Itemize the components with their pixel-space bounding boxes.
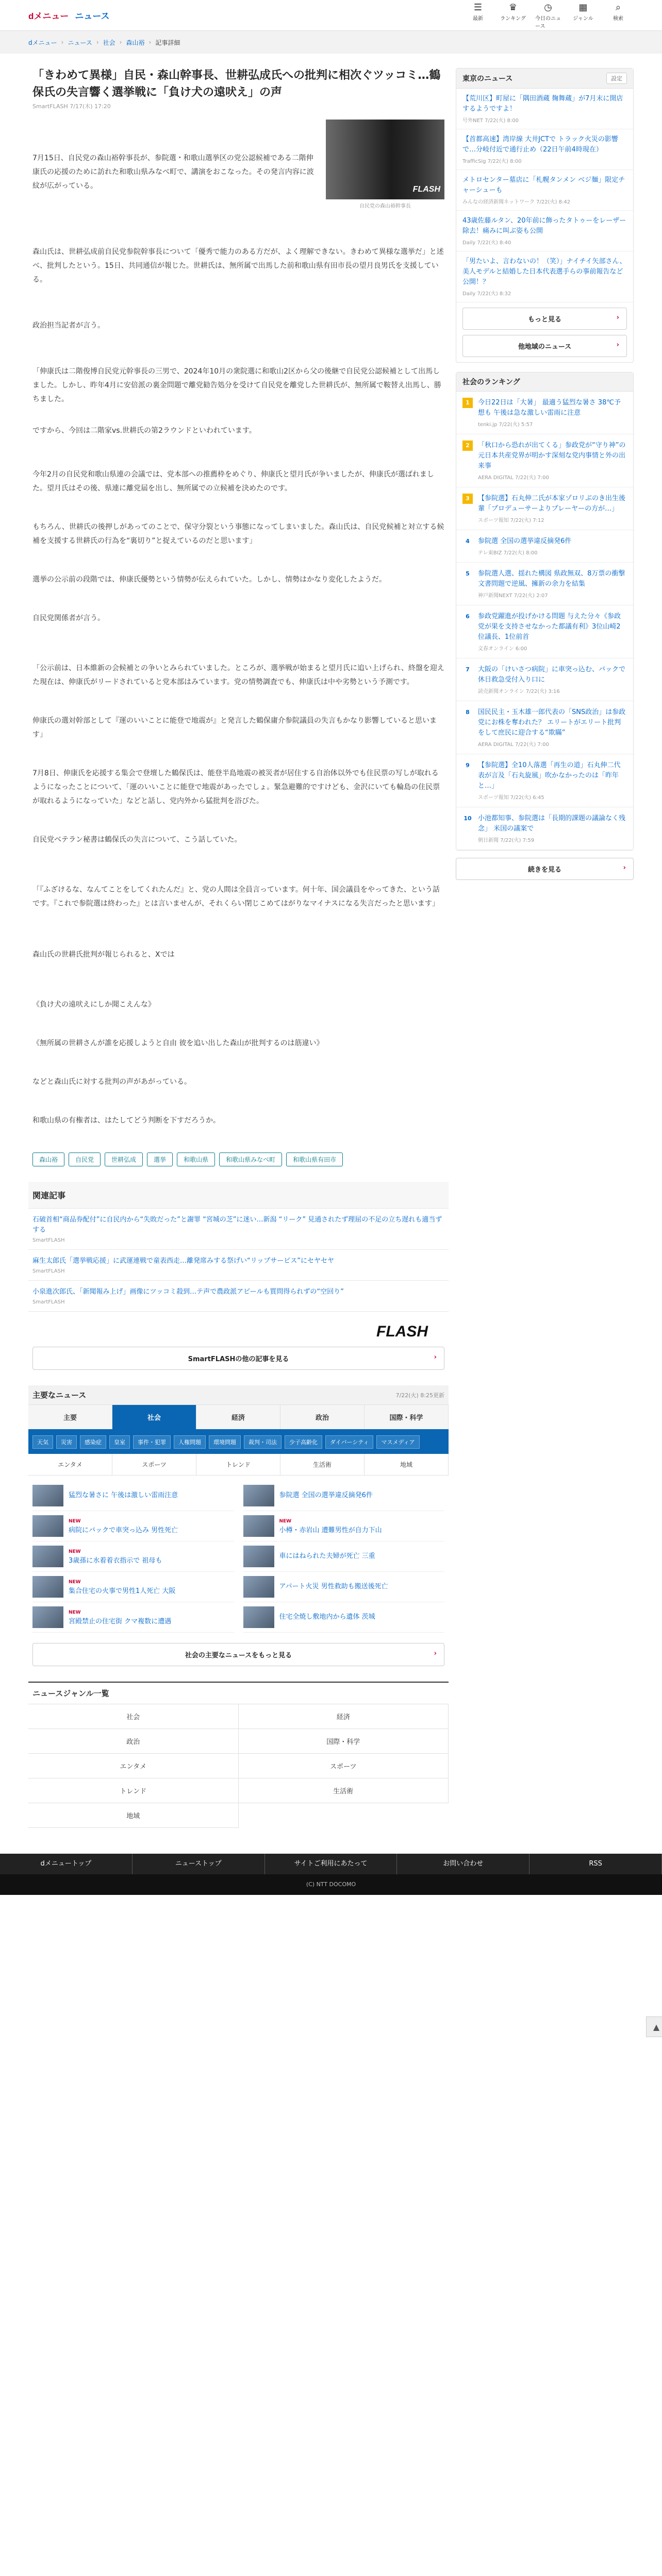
tokyo-news-item[interactable] xyxy=(456,170,633,211)
nav-genre[interactable] xyxy=(570,2,596,29)
related-heading: 関連記事 xyxy=(28,1182,449,1209)
flash-more-button[interactable] xyxy=(32,1347,444,1370)
tag-link[interactable]: 和歌山県 xyxy=(177,1153,215,1166)
photo-caption: 自民党の森山裕幹事長 xyxy=(359,204,411,209)
chevron-right-icon: › xyxy=(119,39,122,46)
tokyo-news-title[interactable]: 【荒川区】町屋に「隅田酒蔵 麹舞蔵」が7月末に開店するようですよ！ xyxy=(462,95,623,113)
main-news-tabs-secondary xyxy=(28,1454,449,1476)
main-news-tabs xyxy=(28,1405,449,1430)
copyright: (C) NTT DOCOMO xyxy=(0,1874,662,1895)
ranking-item[interactable] xyxy=(456,563,633,605)
paragraph: などと森山氏に対する批判の声があがっている。 xyxy=(32,1078,191,1086)
chevron-up-icon: ▲ xyxy=(653,2022,660,2032)
nav-ranking-label: ランキング xyxy=(500,15,526,22)
tab-trend[interactable]: トレンド xyxy=(196,1454,280,1475)
tokyo-news-item[interactable] xyxy=(456,251,633,302)
brand xyxy=(28,9,110,22)
paragraph: 「伸康氏は二階俊博自民党元幹事長の三男で、2024年10月の衆院選に和歌山2区から父の後継で自民党公認候補として出馬しました。しかし、昨年4月に安倍派の裏金問題で離党勧告処分を受けて自民党を離党した世耕氏が、無所属で鞍替え出馬し、勝ちました。 xyxy=(32,367,441,403)
society-more-button[interactable] xyxy=(32,1643,444,1666)
nav-latest-label: 最新 xyxy=(473,15,483,22)
subtag[interactable]: 少子高齢化 xyxy=(285,1435,322,1449)
related-title[interactable]: 麻生太郎氏「選挙戦応援」に武運連戦で童表西走…離発席みする祭げい“リップサービス”にセヤセヤ xyxy=(32,1257,334,1265)
footer-link[interactable]: RSS xyxy=(529,1854,662,1874)
news-thumbnail xyxy=(243,1546,274,1567)
ranking-title[interactable]: 「秋口から恐れが出てくる」参政党が“守り神”の元日本共産党界が明かす深刻な党内事情と外の出来事 xyxy=(478,442,626,470)
tokyo-news-title[interactable]: 43歳佐藤ルタン、20年前に飾ったタトゥーをレーザー除去！痛みに叫ぶ姿も公開 xyxy=(462,217,626,235)
tag-link[interactable]: 選挙 xyxy=(147,1153,173,1166)
ranking-title[interactable]: 大阪の「けいさつ病院」に車突っ込む、バックで休日救急受付入り口に xyxy=(478,666,626,684)
news-thumbnail xyxy=(32,1606,63,1628)
news-item[interactable] xyxy=(32,1572,234,1602)
chevron-right-icon: › xyxy=(434,1353,437,1361)
breadcrumb-person[interactable]: 森山裕 xyxy=(126,39,145,46)
article-photo[interactable] xyxy=(326,120,444,209)
society-subtags xyxy=(28,1430,449,1454)
subtag[interactable]: ダイバーシティ xyxy=(325,1435,373,1449)
ranking-source: AERA DIGITAL 7/22(火) 7:00 xyxy=(478,742,549,748)
nav-ranking[interactable] xyxy=(500,2,526,29)
paragraph: 今年2月の自民党和歌山県連の会議では、党本部への推薦枠をめぐり、伸康氏と望月氏が争いましたが、伸康氏が選ばれました。望月氏はその後、県連に離党届を出し、無所属での立候補を決めたのです。 xyxy=(32,470,434,493)
related-item[interactable] xyxy=(28,1250,449,1281)
tag-link[interactable]: 世耕弘成 xyxy=(105,1153,143,1166)
tokyo-news-heading: 東京のニュース xyxy=(462,75,513,83)
rank-number: 7 xyxy=(466,666,470,673)
ranking-title[interactable]: 【参院選】全10人落選「再生の道」石丸伸二代表が言及「石丸旋風」吹かなかったのは「昨年と…」 xyxy=(478,761,621,790)
news-title[interactable]: 病院にバックで車突っ込み 男性死亡 xyxy=(69,1527,178,1534)
related-source: SmartFLASH xyxy=(32,1238,65,1243)
chevron-right-icon: › xyxy=(148,39,152,46)
related-item[interactable] xyxy=(28,1281,449,1312)
other-region-button[interactable] xyxy=(462,335,627,357)
tokyo-more-label: もっと見る xyxy=(527,316,561,324)
other-region-label: 他地域のニュース xyxy=(518,343,572,351)
rank-badge: 1 xyxy=(462,398,473,408)
paragraph: 自民党ベテラン秘書は鶴保氏の失言について、こう話していた。 xyxy=(32,836,242,844)
subtag[interactable]: マスメディア xyxy=(376,1435,419,1449)
tokyo-news-source: Daily 7/22(火) 8:40 xyxy=(462,240,511,246)
news-title[interactable]: 住宅全焼し敷地内から遺体 茨城 xyxy=(279,1613,375,1621)
chevron-right-icon: › xyxy=(623,864,626,872)
tokyo-news-item[interactable] xyxy=(456,211,633,251)
genre-heading: ニュースジャンル一覧 xyxy=(28,1682,449,1704)
news-thumbnail xyxy=(243,1606,274,1628)
rank-number: 8 xyxy=(466,709,470,716)
tokyo-more-button[interactable] xyxy=(462,308,627,330)
clock-icon: ◷ xyxy=(544,2,552,13)
photo-image[interactable] xyxy=(326,120,444,199)
news-item[interactable] xyxy=(243,1481,445,1511)
related-item[interactable] xyxy=(28,1209,449,1250)
site-header xyxy=(0,0,662,31)
footer-link[interactable]: サイトご利用にあたって xyxy=(265,1854,398,1874)
lede-text: 7月15日、自民党の森山裕幹事長が、参院選・和歌山選挙区の党公認候補である二階伸康氏の応援のために訪れた和歌山県みなべ町で、講演をおこなった。その発言内容に波紋が広がっている。 xyxy=(32,154,314,190)
flash-logo: FLASH xyxy=(376,1323,428,1340)
tokyo-news-source: TrafficSig 7/22(火) 8:00 xyxy=(462,159,522,164)
news-title[interactable]: 車にはねられた夫婦が死亡 三重 xyxy=(279,1552,375,1560)
news-thumbnail xyxy=(243,1485,274,1506)
tokyo-news-title[interactable]: 「男たいよ、言わないの！（笑）」ナイチイ矢部さん、美人モデルと結婚した日本代表選手らの事前報告など公開！？ xyxy=(462,258,626,286)
nav-genre-label: ジャンル xyxy=(573,15,593,22)
main-news-updated: 7/22(火) 8:25更新 xyxy=(395,1392,444,1399)
right-rail xyxy=(641,54,662,2032)
new-badge: NEW xyxy=(69,1610,81,1615)
news-title[interactable]: 集合住宅の火事で男性1人死亡 大阪 xyxy=(69,1587,176,1595)
breadcrumb-dmenu[interactable]: dメニュー xyxy=(28,39,57,46)
ranking-title[interactable]: 小池都知事、参院選は「長期的課題の議論なく残念」 米国の議案で xyxy=(478,815,626,833)
paragraph: 《負け犬の遠吠えにしか聞こえんな》 xyxy=(32,1001,155,1009)
news-thumbnail xyxy=(243,1515,274,1537)
ranking-title[interactable]: 国民民主・玉木雄一郎代表の「SNS政治」は参政党にお株を奪われた？ エリートがエリート批判をして庶民に迎合する“欺瞞” xyxy=(478,708,626,737)
tokyo-news-source: みんなの経済新聞ネットワーク 7/22(火) 8:42 xyxy=(462,199,571,205)
ranking-item[interactable] xyxy=(456,658,633,701)
dmenu-logo[interactable]: dメニュー xyxy=(28,11,69,21)
related-title[interactable]: 石破首相“商品券配付”に自民内から“失敗だった”と謝罪 “宮城の芝”に迷い…新潟 “リーク” 見通されたず理屈の不足の立ち遅れも適当ずする xyxy=(32,1216,442,1234)
nav-today-label: 今日のニュース xyxy=(535,15,561,29)
tab-region[interactable]: 地域 xyxy=(365,1454,449,1475)
news-thumbnail xyxy=(32,1485,63,1506)
article-lede xyxy=(28,120,449,209)
region-setting-button[interactable]: 設定 xyxy=(606,73,627,84)
tag-link[interactable]: 和歌山県有田市 xyxy=(286,1153,343,1166)
paragraph: もちろん、世耕氏の後押しがあってのことで、保守分裂という事態になってしまいました。森山氏は、自民党候補と対立する候補を支援する世耕氏の行為を“裏切り”と捉えているのだと思います」 xyxy=(32,523,444,545)
rank-number: 6 xyxy=(466,613,470,620)
tag-link[interactable]: 森山裕 xyxy=(32,1153,64,1166)
tab-lifestyle[interactable]: 生活術 xyxy=(280,1454,365,1475)
main-column xyxy=(28,54,449,1828)
rank-number: 9 xyxy=(466,762,470,769)
ranking-source: 文春オンライン 6:00 xyxy=(478,646,527,652)
tokyo-news-item[interactable] xyxy=(456,129,633,170)
subtag[interactable]: 事件・犯罪 xyxy=(133,1435,171,1449)
new-badge: NEW xyxy=(69,1580,81,1585)
news-item[interactable] xyxy=(32,1511,234,1541)
ranking-title[interactable]: 参院選人選、揺れた構図 県政無双、8万票の衝撃 文書問題で逆風、擁新の余力を結集 xyxy=(478,570,625,588)
search-icon: ⌕ xyxy=(615,2,621,13)
crown-icon: ♛ xyxy=(508,2,518,13)
news-title[interactable]: 宮殿禁止の住宅街 クマ複数に遭遇 xyxy=(69,1618,172,1625)
ranking-title[interactable]: 参院選 全国の選挙違反摘発6件 xyxy=(478,537,572,545)
chevron-right-icon: › xyxy=(434,1650,437,1657)
tokyo-news-source: Daily 7/22(火) 8:32 xyxy=(462,291,511,297)
ranking-title[interactable]: 参政党躍進が投げかける問題 与えた分々《参政党が果を支持させなかった都議有利》3位山崎2位議長、1位前首 xyxy=(478,613,621,641)
paragraph: 自民党関係者が言う。 xyxy=(32,614,105,622)
news-thumbnail xyxy=(32,1515,63,1537)
ranking-more-label: 続きを見る xyxy=(527,866,561,874)
paragraph: ですから、今回は二階家vs.世耕氏の第2ラウンドといわれています。 xyxy=(32,427,256,435)
tokyo-news-title[interactable]: メトロセンター墓店に「札幌タンメン ベジ麺」限定チャーシューも xyxy=(462,176,625,194)
paragraph: 7月8日、伸康氏を応援する集会で登壇した鶴保氏は、能登半島地震の被災者が居住する自治体以外でも住民票の写しが取れるようになったことについて、「運のいいことに能登で地震があったでしょ。緊急避難的ですけども、金沢にいても輪島の住民票が取れるようになっていた」などと話し、党内外から猛批判を浴びた。 xyxy=(32,769,440,805)
paragraph: 「公示前は、日本維新の会候補との争いとみられていました。ところが、選挙戦が始まると望月氏に追い上げられ、終盤を迎えた現在は、伸康氏がリードされていると党本部はみています。党の情勢調査でも、伸康氏は中や劣勢という予測です。 xyxy=(32,664,444,686)
new-badge: NEW xyxy=(69,1519,81,1524)
news-item[interactable] xyxy=(32,1481,234,1511)
society-more-label: 社会の主要なニュースをもっと見る xyxy=(185,1652,292,1659)
ranking-heading: 社会のランキング xyxy=(462,378,520,386)
news-item[interactable] xyxy=(243,1541,445,1572)
main-news xyxy=(28,1385,449,1666)
article-body xyxy=(28,245,449,1128)
ranking-item[interactable] xyxy=(456,434,633,487)
related-source: SmartFLASH xyxy=(32,1268,65,1274)
article-title: 「きわめて異様」自民・森山幹事長、世耕弘成氏への批判に相次ぐツッコミ…鶴保氏の失言響く選挙戦に「負け犬の遠吠え」の声 xyxy=(32,69,441,99)
genre-link[interactable]: 生活術 xyxy=(239,1778,449,1803)
paragraph: 伸康氏の選対幹部として『運のいいことに能登で地震が』と発言した鶴保庸介参院議員の失言もかなり影響していると思います」 xyxy=(32,717,437,739)
news-title[interactable]: 参院選 全国の選挙違反摘発6件 xyxy=(279,1492,373,1499)
tokyo-news-header xyxy=(456,69,633,89)
ranking-title[interactable]: 今日22日は「大暑」 最適う猛烈な暑さ 38℃予想も 午後は急な激しい雷雨に注意 xyxy=(478,399,621,417)
ranking-item[interactable] xyxy=(456,530,633,563)
news-title[interactable]: 小樽・赤岩山 遭難男性が自力下山 xyxy=(279,1527,382,1534)
tab-entertainment[interactable]: エンタメ xyxy=(28,1454,112,1475)
tokyo-news-item[interactable] xyxy=(456,89,633,129)
paragraph: 森山氏は、世耕弘成前自民党参院幹事長について「優秀で能力のある方だが、よく理解できない。きわめて異様な選挙だ」と述べ、批判したという。15日、共同通信が報じた。世耕氏は、無所属で出馬した前和歌山県有田市長の望月良男氏を支援している。 xyxy=(32,248,444,284)
tokyo-news-source: 号外NET 7/22(火) 8:00 xyxy=(462,118,519,124)
footer-nav xyxy=(0,1854,662,1874)
ranking-source: tenki.jp 7/22(火) 5:57 xyxy=(478,422,533,428)
rank-number: 5 xyxy=(466,570,470,577)
ranking-header xyxy=(456,372,633,392)
tokyo-news xyxy=(456,68,634,363)
ranking-title[interactable]: 【参院選】石丸伸二氏が本家ゾロリぶのき出生後輩「プロデューサーよりプレーヤーの方が…」 xyxy=(478,495,626,513)
chevron-right-icon: › xyxy=(616,314,619,321)
news-item[interactable] xyxy=(32,1602,234,1633)
tab-sports[interactable]: スポーツ xyxy=(112,1454,196,1475)
news-item[interactable] xyxy=(243,1572,445,1602)
chevron-right-icon: › xyxy=(61,39,64,46)
news-title[interactable]: アパート火災 男性救助も搬送後死亡 xyxy=(279,1583,388,1590)
genre-link[interactable]: トレンド xyxy=(28,1778,239,1803)
grid-icon: ▦ xyxy=(578,2,588,13)
tag-link[interactable]: 和歌山県みなべ町 xyxy=(219,1153,282,1166)
tag-link[interactable]: 自民党 xyxy=(69,1153,101,1166)
ranking-item[interactable] xyxy=(456,392,633,434)
nav-today[interactable] xyxy=(535,2,561,29)
genre-grid xyxy=(28,1704,449,1828)
news-item[interactable] xyxy=(32,1541,234,1572)
main-news-heading: 主要なニュース xyxy=(32,1391,87,1400)
tag-list xyxy=(28,1153,449,1166)
related-title[interactable]: 小泉進次郎氏、「新聞報み上げ」画像にツッコミ殺到…テ声で農政派アピールも質問得られずの“空回り” xyxy=(32,1288,344,1296)
breadcrumb-news[interactable]: ニュース xyxy=(68,39,92,46)
rank-badge: 2 xyxy=(462,440,473,451)
ranking-more-button[interactable] xyxy=(456,858,634,880)
ranking-source: 朝日新聞 7/22(火) 7:59 xyxy=(478,838,535,843)
subtag[interactable]: 裁判・司法 xyxy=(244,1435,282,1449)
flash-watermark: FLASH xyxy=(412,185,440,194)
new-badge: NEW xyxy=(279,1519,292,1524)
footer-link[interactable]: お問い合わせ xyxy=(397,1854,529,1874)
genre-list xyxy=(28,1682,449,1828)
subtag[interactable]: 皇室 xyxy=(109,1435,130,1449)
ranking-source: テレ東BIZ 7/22(火) 8:00 xyxy=(478,550,538,556)
tab-economy[interactable]: 経済 xyxy=(196,1405,280,1429)
news-thumbnail xyxy=(243,1576,274,1598)
genre-link[interactable]: 国際・科学 xyxy=(239,1729,449,1754)
nav-latest[interactable] xyxy=(465,2,491,29)
subtag[interactable]: 災害 xyxy=(56,1435,77,1449)
main-news-header xyxy=(28,1385,449,1405)
society-ranking xyxy=(456,372,634,851)
news-title[interactable]: 猛烈な暑さに 午後は激しい雷雨注意 xyxy=(69,1492,178,1499)
news-service-title[interactable]: ニュース xyxy=(75,11,110,22)
paragraph: 森山氏の世耕氏批判が報じられると、Xでは xyxy=(32,951,175,959)
subtag[interactable]: 環境問題 xyxy=(209,1435,241,1449)
tab-international[interactable]: 国際・科学 xyxy=(365,1405,449,1429)
subtag[interactable]: 感染症 xyxy=(80,1435,106,1449)
paragraph: 政治担当記者が言う。 xyxy=(32,321,105,330)
genre-link[interactable]: 経済 xyxy=(239,1704,449,1729)
ranking-source: 読売新聞オンライン 7/22(火) 3:16 xyxy=(478,689,560,694)
related-source: SmartFLASH xyxy=(32,1299,65,1305)
footer-link[interactable]: dメニュートップ xyxy=(0,1854,133,1874)
rank-number: 10 xyxy=(464,815,472,822)
list-icon: ☰ xyxy=(473,2,483,13)
ranking-source: スポーツ報知 7/22(火) 6:45 xyxy=(478,795,544,801)
new-badge: NEW xyxy=(69,1549,81,1554)
news-item[interactable] xyxy=(243,1602,445,1633)
flash-more-label: SmartFLASHの他の記事を見る xyxy=(188,1355,289,1363)
article-meta: SmartFLASH 7/17(木) 17:20 xyxy=(32,103,111,110)
paragraph: 《無所属の世耕さんが誰を応援しようと自由 彼を追い出した森山が批判するのは筋違い》 xyxy=(32,1039,324,1047)
ranking-source: 神戸新聞NEXT 7/22(火) 2:07 xyxy=(478,593,548,599)
paragraph: 選挙の公示前の段階では、伸康氏優勢という情勢が伝えられていた。しかし、情勢はかなり変化したようだ。 xyxy=(32,575,386,584)
genre-link[interactable]: スポーツ xyxy=(239,1754,449,1778)
chevron-right-icon: › xyxy=(616,341,619,349)
ranking-item[interactable] xyxy=(456,605,633,658)
news-title[interactable]: 3歳孫に水着着衣指示で 祖母も xyxy=(69,1557,162,1565)
genre-link[interactable]: エンタメ xyxy=(28,1754,239,1778)
breadcrumb-society[interactable]: 社会 xyxy=(103,39,115,46)
rank-number: 4 xyxy=(466,538,470,545)
tokyo-news-title[interactable]: 【首都高速】湾岸線 大井JCTで トラック火災の影響で…分岐付近で通行止め（22日午前4時現在） xyxy=(462,135,618,154)
genre-link[interactable]: 社会 xyxy=(28,1704,239,1729)
subtag[interactable]: 人権問題 xyxy=(174,1435,206,1449)
rank-badge: 3 xyxy=(462,494,473,504)
tab-politics[interactable]: 政治 xyxy=(280,1405,365,1429)
paragraph: 「『ふざけるな、なんてことをしてくれたんだ』と、党の人間は全員言っています。何十年、国会議員をやってきた、という話です。『これで参院選は終わった』とは言いませんが、それくらい閉じこめてはがりなマイナスになる失言だったと思います」 xyxy=(32,886,440,908)
subtag[interactable]: 天気 xyxy=(32,1435,53,1449)
sidebar xyxy=(456,54,634,1828)
ranking-source: スポーツ報知 7/22(火) 7:12 xyxy=(478,518,544,523)
ranking-item[interactable] xyxy=(456,754,633,807)
ranking-source: AERA DIGITAL 7/22(火) 7:00 xyxy=(478,475,549,481)
header-nav xyxy=(465,2,631,29)
back-to-top-button[interactable] xyxy=(646,2016,662,2037)
chevron-right-icon: › xyxy=(96,39,99,46)
genre-link[interactable]: 政治 xyxy=(28,1729,239,1754)
news-item[interactable] xyxy=(243,1511,445,1541)
nav-search-label: 検索 xyxy=(613,15,623,22)
breadcrumb xyxy=(0,31,662,54)
genre-link[interactable]: 地域 xyxy=(28,1803,239,1828)
paragraph: 和歌山県の有権者は、はたしてどう判断を下すだろうか。 xyxy=(32,1116,220,1125)
ranking-item[interactable] xyxy=(456,701,633,754)
nav-search[interactable] xyxy=(605,2,631,29)
ranking-item[interactable] xyxy=(456,807,633,850)
news-thumbnail xyxy=(32,1576,63,1598)
news-thumbnail xyxy=(32,1546,63,1567)
main-news-list xyxy=(28,1476,449,1638)
ranking-item[interactable] xyxy=(456,487,633,530)
footer-link[interactable]: ニューストップ xyxy=(133,1854,265,1874)
tab-main[interactable]: 主要 xyxy=(28,1405,112,1429)
breadcrumb-current: 記事詳細 xyxy=(155,39,180,46)
tab-society[interactable]: 社会 xyxy=(112,1405,196,1429)
